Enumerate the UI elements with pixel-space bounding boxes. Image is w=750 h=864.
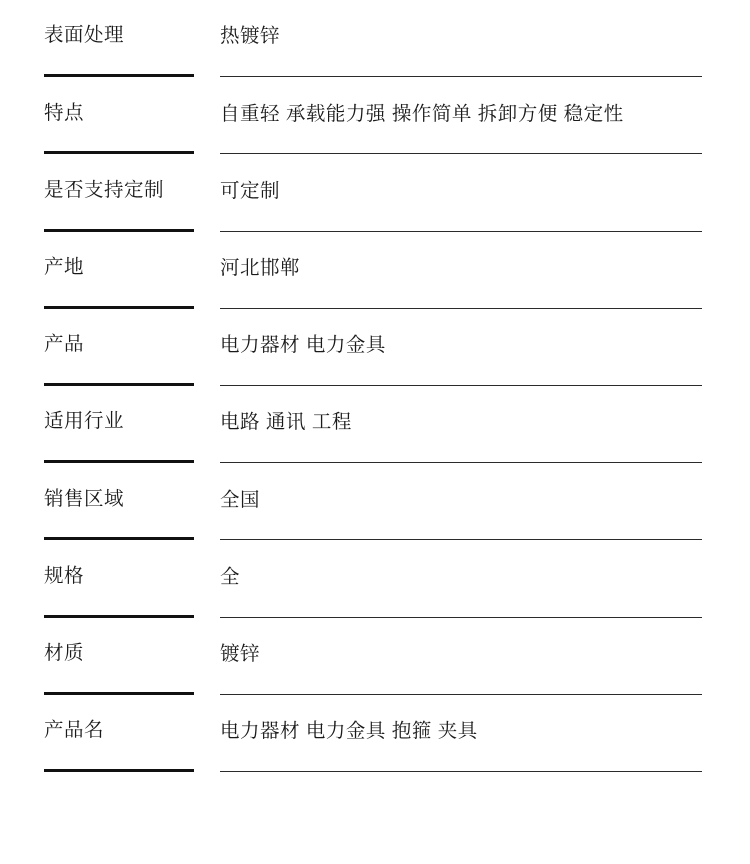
spec-label-cell: [44, 154, 194, 231]
spec-value: 热镀锌: [220, 25, 281, 48]
spec-value: 全国: [220, 488, 261, 511]
table-row: [0, 77, 750, 154]
spec-value-cell: [220, 463, 702, 540]
spec-value-cell: [220, 386, 702, 463]
spec-label: 适用行业: [44, 410, 125, 433]
spec-label: 产地: [44, 255, 85, 278]
spec-label-cell: [44, 386, 194, 463]
spec-value: 河北邯郸: [220, 256, 301, 279]
spec-value-cell: [220, 154, 702, 231]
spec-value-cell: [220, 232, 702, 309]
spec-label-cell: [44, 695, 194, 772]
spec-label: 产品名: [44, 719, 105, 742]
spec-label: 是否支持定制: [44, 178, 165, 201]
table-row: [0, 386, 750, 463]
spec-value: 全: [220, 565, 241, 588]
table-row: [0, 0, 750, 77]
spec-label-cell: [44, 463, 194, 540]
spec-label: 规格: [44, 564, 85, 587]
table-row: [0, 309, 750, 386]
table-row: [0, 618, 750, 695]
spec-label-cell: [44, 309, 194, 386]
spec-label: 产品: [44, 333, 85, 356]
spec-label: 表面处理: [44, 24, 125, 47]
spec-value-cell: [220, 540, 702, 617]
table-row: [0, 232, 750, 309]
spec-value-cell: [220, 77, 702, 154]
spec-value: 自重轻 承载能力强 操作简单 拆卸方便 稳定性: [220, 102, 624, 125]
spec-value-cell: [220, 0, 702, 77]
spec-label: 特点: [44, 101, 85, 124]
spec-value-cell: [220, 618, 702, 695]
table-row: [0, 695, 750, 772]
spec-value: 电力器材 电力金具 抱箍 夹具: [220, 720, 478, 743]
bottom-spacer: [0, 772, 750, 864]
table-row: [0, 154, 750, 231]
spec-value: 电路 通讯 工程: [220, 411, 352, 434]
table-row: [0, 463, 750, 540]
spec-label-cell: [44, 0, 194, 77]
spec-label: 材质: [44, 641, 85, 664]
spec-value: 电力器材 电力金具: [220, 334, 386, 357]
table-row: [0, 540, 750, 617]
spec-label-cell: [44, 540, 194, 617]
spec-label-cell: [44, 232, 194, 309]
spec-label-cell: [44, 618, 194, 695]
spec-value: 可定制: [220, 179, 281, 202]
spec-value-cell: [220, 695, 702, 772]
spec-label: 销售区域: [44, 487, 125, 510]
spec-label-cell: [44, 77, 194, 154]
spec-value-cell: [220, 309, 702, 386]
spec-value: 镀锌: [220, 642, 261, 665]
